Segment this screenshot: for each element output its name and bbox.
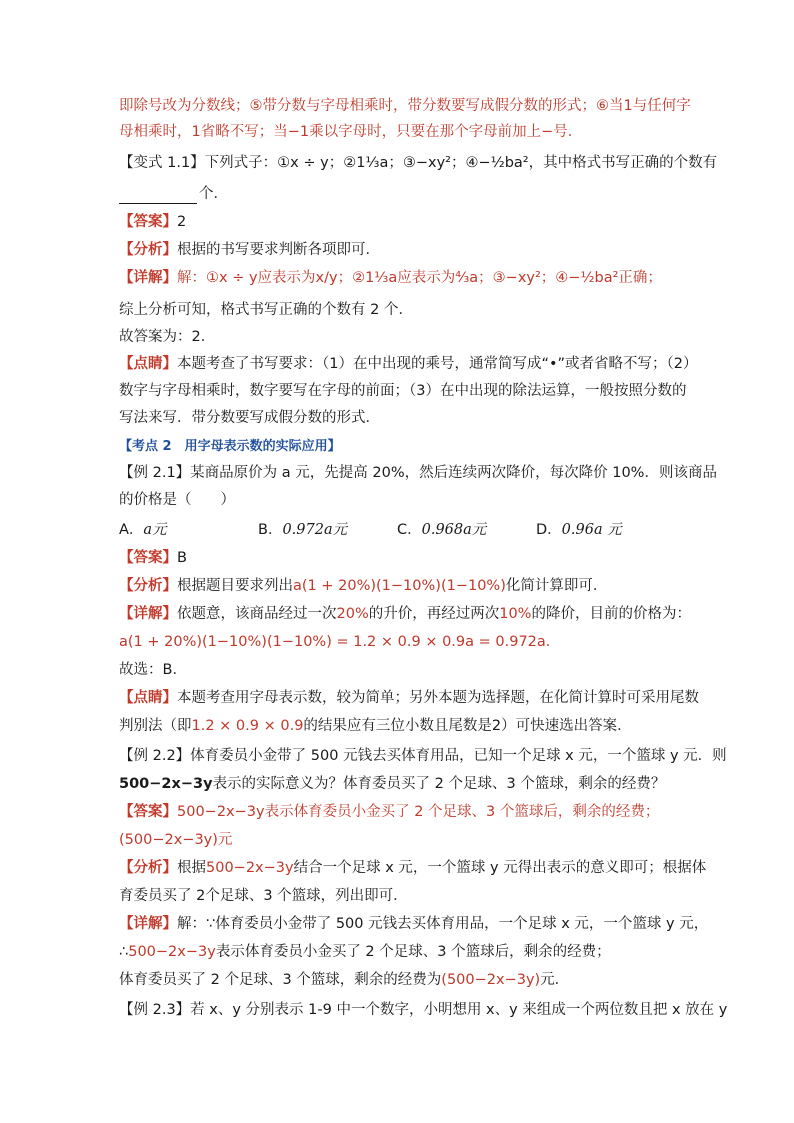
text-line bbox=[119, 886, 408, 906]
text-segment: 表示的实际意义为？体育委员买了 2 个足球、3 个篮球，剩余的经费？ bbox=[212, 776, 666, 792]
text-line bbox=[119, 327, 215, 347]
text-segment: 500−2x−3y bbox=[206, 860, 294, 876]
text-line bbox=[119, 942, 611, 962]
text-segment: 即除号改为分数线；⑤带分数与字母相乘时，带分数要写成假分数的形式；⑥当1与任何字 bbox=[119, 98, 691, 114]
text-segment: 【分析】 bbox=[119, 860, 177, 876]
text-line bbox=[119, 632, 560, 652]
text-segment: 表示体育委员小金买了 2 个足球、3 个篮球后，剩余的经费； bbox=[215, 944, 611, 960]
text-segment: 故选：B． bbox=[119, 662, 187, 678]
text-segment: 解：①x ÷ y应表示为x/y；②1⅓a应表示为⁴⁄₃a；③−xy²；④−½ba²正确； bbox=[177, 270, 662, 286]
text-segment: 【详解】 bbox=[119, 270, 177, 286]
text-segment: 体育委员买了 2 个足球、3 个篮球，剩余的经费为 bbox=[119, 972, 442, 988]
text-segment: 【分析】 bbox=[119, 242, 177, 258]
text-line bbox=[119, 1000, 727, 1020]
text-segment: (500−2x−3y)元 bbox=[119, 832, 233, 848]
text-segment: 的升价，再经过两次 bbox=[368, 606, 500, 622]
choice-label: C． bbox=[397, 522, 422, 538]
text-segment: 数字与字母相乘时，数字要写在字母的前面；（3）在中出现的除法运算，一般按照分数的 bbox=[119, 383, 687, 399]
text-line bbox=[119, 802, 659, 822]
text-segment: 某商品原价为 a 元，先提高 20%，然后连续两次降价，每次降价 10%．则该商品 bbox=[190, 465, 717, 481]
choice-label: A． bbox=[119, 522, 144, 538]
text-segment: 【详解】 bbox=[119, 916, 177, 932]
text-line bbox=[119, 746, 727, 766]
text-segment: 【例 2.3】 bbox=[119, 1002, 191, 1018]
text-segment: 根据 bbox=[177, 860, 206, 876]
text-segment: 元． bbox=[540, 972, 570, 988]
text-segment: 的价格是（ ） bbox=[119, 492, 235, 508]
text-segment: B bbox=[177, 550, 187, 566]
text-segment: 【分析】 bbox=[119, 578, 177, 594]
text-segment: 下列式子：①x ÷ y；②1⅓a；③−xy²；④−½ba²，其中格式书写正确的个数有 bbox=[204, 155, 718, 171]
text-segment: 判别法（即 bbox=[119, 718, 192, 734]
text-line bbox=[119, 490, 235, 510]
text-segment: 【答案】 bbox=[119, 804, 177, 820]
text-segment: 体育委员小金带了 500 元钱去买体育用品，已知一个足球 x 元，一个篮球 y 元．则 bbox=[190, 748, 727, 764]
text-segment: ∴ bbox=[119, 944, 129, 960]
text-line bbox=[119, 300, 413, 320]
text-segment: 【例 2.1】 bbox=[119, 465, 191, 481]
choice-value: a元 bbox=[143, 522, 167, 538]
text-line bbox=[119, 660, 187, 680]
text-segment: 【答案】 bbox=[119, 550, 177, 566]
text-segment: 2 bbox=[177, 214, 187, 230]
text-segment: 500−2x−3y bbox=[128, 944, 216, 960]
text-segment: 【点睛】 bbox=[119, 356, 177, 372]
choice-label: B． bbox=[258, 522, 283, 538]
text-segment: 若 x、y 分别表示 1-9 中一个数字，小明想用 x、y 来组成一个两位数且把 x 放在 y bbox=[190, 1002, 728, 1018]
text-line bbox=[119, 408, 380, 428]
text-segment: (500−2x−3y) bbox=[441, 972, 541, 988]
text-line bbox=[119, 970, 569, 990]
text-segment: 写法来写．带分数要写成假分数的形式． bbox=[119, 410, 380, 426]
text-segment: 故答案为：2． bbox=[119, 329, 216, 345]
answer-blank bbox=[119, 189, 197, 204]
text-line bbox=[119, 463, 717, 483]
text-line bbox=[119, 858, 706, 878]
text-line bbox=[119, 96, 691, 116]
text-segment: 化简计算即可． bbox=[505, 578, 608, 594]
text-segment: 结合一个足球 x 元，一个篮球 y 元得出表示的意义即可；根据体 bbox=[293, 860, 707, 876]
text-line bbox=[119, 548, 187, 568]
text-line bbox=[119, 436, 341, 457]
choice-value: 0.968a元 bbox=[421, 522, 487, 538]
text-segment: 依题意，该商品经过一次 bbox=[177, 606, 337, 622]
text-segment: 根据题目要求列出 bbox=[177, 578, 293, 594]
text-line bbox=[119, 830, 232, 850]
text-line bbox=[119, 688, 699, 708]
text-segment: 综上分析可知，格式书写正确的个数有 2 个． bbox=[119, 302, 413, 318]
text-line bbox=[119, 122, 582, 142]
text-line bbox=[119, 604, 691, 624]
text-segment: 【变式 1.1】 bbox=[119, 155, 205, 171]
text-segment: 根据的书写要求判断各项即可． bbox=[177, 242, 380, 258]
text-segment: 【详解】 bbox=[119, 606, 177, 622]
text-segment: 育委员买了 2个足球、3 个篮球，列出即可． bbox=[119, 888, 408, 904]
choice-option bbox=[536, 520, 622, 540]
text-line bbox=[119, 240, 380, 260]
choice-value: 0.96a 元 bbox=[561, 522, 622, 538]
choice-option bbox=[397, 520, 486, 540]
text-segment: 500−2x−3y bbox=[119, 776, 213, 792]
text-line bbox=[119, 212, 186, 232]
text-segment: 【答案】 bbox=[119, 214, 177, 230]
text-segment: 500−2x−3y表示体育委员小金买了 2 个足球、3 个篮球后，剩余的经费； bbox=[177, 804, 660, 820]
text-line bbox=[119, 268, 662, 288]
text-segment: 20% bbox=[336, 606, 369, 622]
text-segment: 1.2 × 0.9 × 0.9 bbox=[191, 718, 304, 734]
text-line bbox=[119, 184, 228, 204]
text-line bbox=[119, 774, 665, 794]
text-segment: 【例 2.2】 bbox=[119, 748, 191, 764]
choice-option bbox=[119, 520, 167, 540]
text-line bbox=[119, 716, 632, 736]
text-line bbox=[119, 354, 698, 374]
text-segment: a(1 + 20%)(1−10%)(1−10%) = 1.2 × 0.9 × 0.9a = 0.972a． bbox=[119, 634, 561, 650]
text-segment: 【考点 2 用字母表示数的实际应用】 bbox=[119, 439, 341, 454]
text-line bbox=[119, 914, 708, 934]
text-line bbox=[119, 576, 607, 596]
text-segment: a(1 + 20%)(1−10%)(1−10%) bbox=[293, 578, 506, 594]
text-line bbox=[119, 153, 717, 173]
text-line bbox=[119, 381, 686, 401]
text-segment: 的结果应有三位小数且尾数是2）可快速选出答案． bbox=[303, 718, 632, 734]
choice-label: D． bbox=[536, 522, 562, 538]
text-segment: 解：∵体育委员小金带了 500 元钱去买体育用品，一个足球 x 元，一个篮球 y 元， bbox=[177, 916, 709, 932]
choice-option bbox=[258, 520, 347, 540]
text-segment: 【点睛】 bbox=[119, 690, 177, 706]
text-segment: 本题考查用字母表示数，较为简单；另外本题为选择题，在化简计算时可采用尾数 bbox=[177, 690, 699, 706]
text-segment: 个． bbox=[199, 186, 228, 202]
text-segment: 本题考查了书写要求：（1）在中出现的乘号，通常简写成“•”或者省略不写；（2） bbox=[177, 356, 698, 372]
text-segment: 的降价，目前的价格为： bbox=[531, 606, 691, 622]
text-segment: 10% bbox=[499, 606, 532, 622]
choice-value: 0.972a元 bbox=[282, 522, 348, 538]
text-segment: 母相乘时，1省略不写；当−1乘以字母时，只要在那个字母前加上−号． bbox=[119, 124, 583, 140]
